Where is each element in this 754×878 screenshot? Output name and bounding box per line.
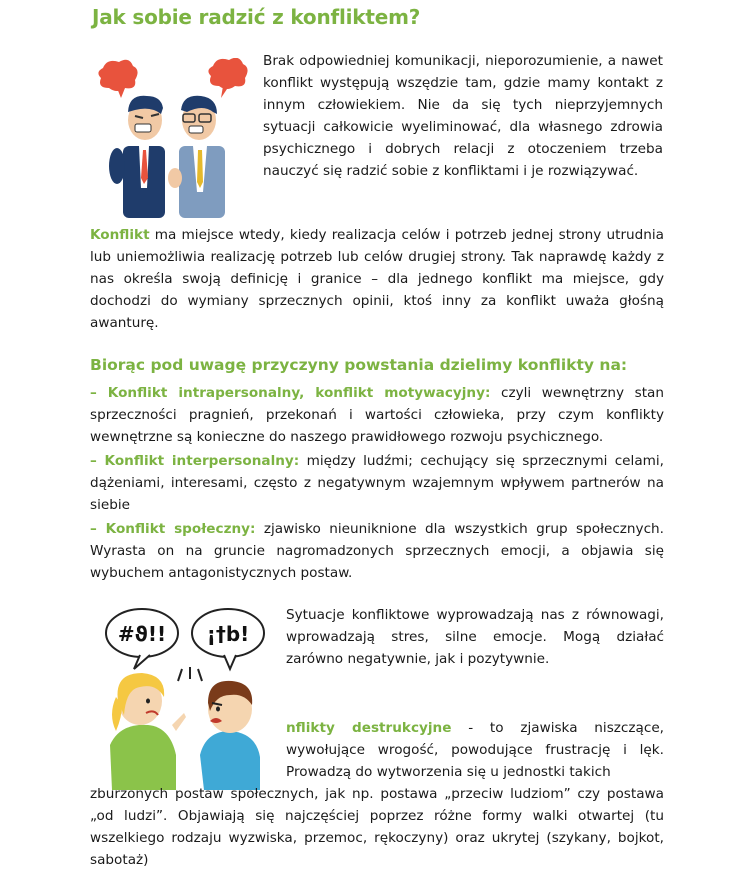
- destructive-text-a: - to zjawiska niszczące, wywołujące wrogość, powodujące frustrację i lęk. Prowadzą do wytworzenia się u jednostki takich: [286, 720, 665, 780]
- right-man-figure: [168, 96, 225, 218]
- conflict-type-term: – Konflikt intrapersonalny, konflikt motywacyjny:: [90, 385, 491, 401]
- situations-paragraph: Sytuacje konfliktowe wyprowadzają nas z równowagi, wprowadzają stres, silne emocje. Mogą działać zarówno negatywnie, jak i pozytywnie.: [286, 607, 664, 667]
- anger-bubble-right-icon: [208, 58, 247, 98]
- intro-paragraph: Brak odpowiedniej komunikacji, nieporozumienie, a nawet konflikt występują wszędzie tam, gdzie mamy kontakt z innym człowiekiem. Nie da się tych nieprzyjemnych sytuacji całkowicie wyeliminować, dla własnego zdrowia psychicznego i dobrych relacji z otoczeniem trzeba nauczyć się radzić sobie z konfliktami i je rozwiązywać.: [263, 53, 663, 179]
- conflict-type-term: – Konflikt interpersonalny:: [90, 453, 300, 469]
- bubble-left-text: #ϑ!!: [117, 622, 167, 646]
- bubble-right-text: ¡†b!: [206, 622, 250, 646]
- page-title: Jak sobie radzić z konfliktem?: [92, 5, 421, 29]
- girl-figure: [110, 673, 186, 790]
- angry-businessmen-illustration: [95, 58, 253, 218]
- conflict-type-text: między ludźmi; cechujący się sprzecznymi celami, dążeniami, interesami, często z negatywnym wzajemnym wpływem partnerów na siebie: [90, 453, 664, 513]
- left-man-figure: [109, 96, 165, 218]
- arguing-children-illustration: [100, 605, 275, 790]
- speech-bubble-right-icon: [192, 609, 264, 669]
- conflict-definition-paragraph: [90, 224, 664, 334]
- conflict-type-text: zjawisko nieuniknione dla wszystkich grup społecznych. Wyrasta on na gruncie nagromadzonych sprzecznych emocji, a objawia się wybuchem antagonistycznych postaw.: [90, 521, 664, 581]
- boy-figure: [200, 681, 260, 790]
- destructive-conflicts-paragraph: [286, 717, 664, 783]
- anger-bubble-left-icon: [98, 60, 137, 98]
- conflict-definition-text: ma miejsce wtedy, kiedy realizacja celów i potrzeb jednej strony utrudnia lub uniemożliwia realizację potrzeb lub celów drugiej strony. Tak naprawdę każdy z nas określa swoją definicję i granice – dla jednego konflikt ma miejsce, gdy dochodzi do wymiany sprzecznych opinii, ktoś inny za konflikt uważa głośną awanturę.: [90, 227, 664, 331]
- conflict-type-text: czyli wewnętrzny stan sprzeczności pragnień, przekonań i wartości człowieka, przy czym konflikty wewnętrzne są konieczne do naszego prawidłowego rozwoju psychicznego.: [90, 385, 664, 445]
- destructive-conflicts-continuation: zburzonych postaw społecznych, jak np. postawa „przeciw ludziom” czy postawa „od ludzi”. Objawiają się najczęściej poprzez różne formy walki otwartej (tu wszelkiego rodzaju wyzwiska, przemoc, rękoczyny) oraz ukrytej (szykany, bojkot, sabotaż): [90, 786, 664, 868]
- conflict-type-item: [90, 518, 664, 584]
- conflict-type-item: [90, 450, 664, 516]
- conflict-term: Konflikt: [90, 227, 150, 243]
- conflict-types-heading: Biorąc pod uwagę przyczyny powstania dzielimy konflikty na:: [90, 356, 628, 374]
- destructive-term: nflikty destrukcyjne: [286, 720, 452, 736]
- conflict-type-term: – Konflikt społeczny:: [90, 521, 256, 537]
- conflict-type-item: [90, 382, 664, 448]
- speech-bubble-left-icon: [106, 609, 178, 669]
